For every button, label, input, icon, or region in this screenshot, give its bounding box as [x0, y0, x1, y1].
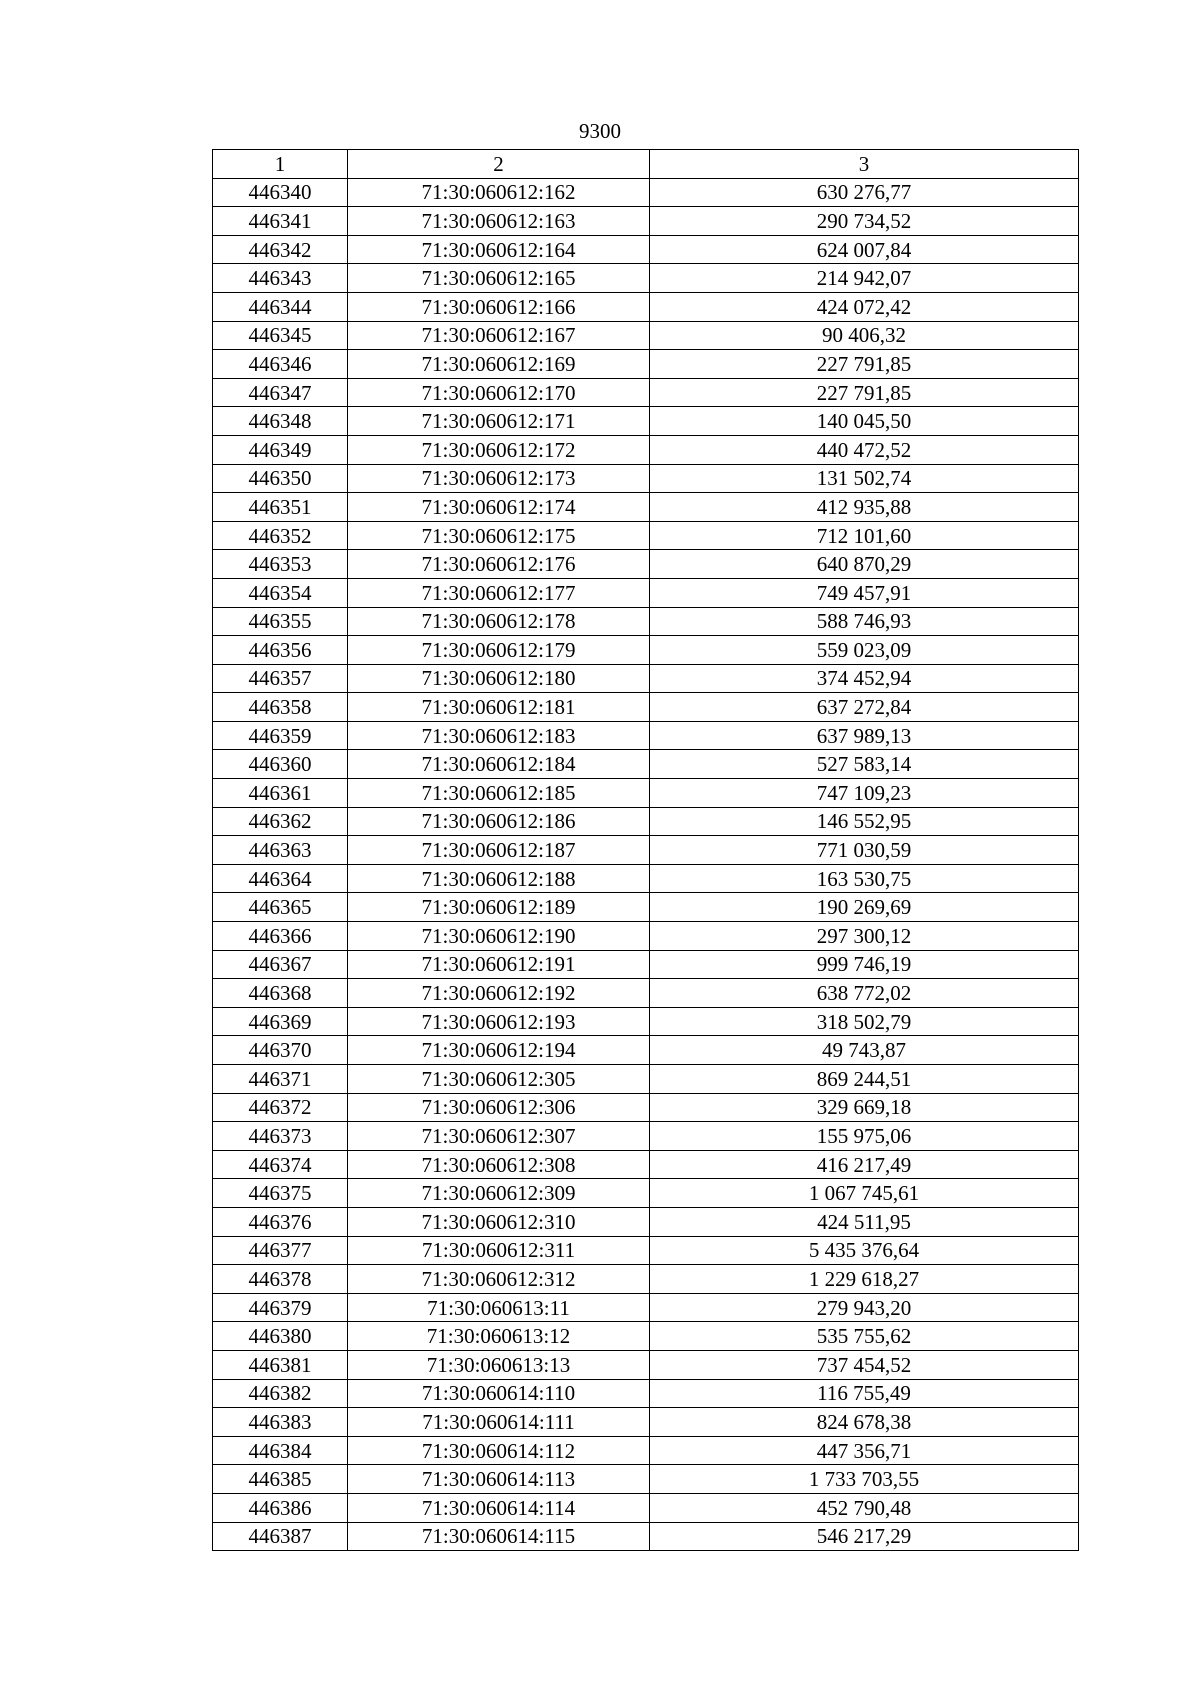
row-number-cell: 446367	[213, 950, 348, 979]
row-number-cell: 446369	[213, 1007, 348, 1036]
cadastral-number-cell: 71:30:060612:189	[348, 893, 650, 922]
row-number-cell: 446346	[213, 350, 348, 379]
cadastral-number-cell: 71:30:060612:173	[348, 464, 650, 493]
cadastral-number-cell: 71:30:060612:190	[348, 922, 650, 951]
cadastral-value-cell: 712 101,60	[650, 521, 1079, 550]
cadastral-number-cell: 71:30:060612:180	[348, 664, 650, 693]
cadastral-value-cell: 424 072,42	[650, 292, 1079, 321]
cadastral-value-cell: 559 023,09	[650, 636, 1079, 665]
table-row	[213, 493, 1079, 522]
row-number-cell: 446353	[213, 550, 348, 579]
cadastral-value-cell: 747 109,23	[650, 779, 1079, 808]
row-number-cell: 446340	[213, 178, 348, 207]
table-row	[213, 1179, 1079, 1208]
cadastral-value-cell: 737 454,52	[650, 1350, 1079, 1379]
row-number-cell: 446381	[213, 1350, 348, 1379]
cadastral-number-cell: 71:30:060612:175	[348, 521, 650, 550]
row-number-cell: 446341	[213, 207, 348, 236]
table-row	[213, 636, 1079, 665]
cadastral-number-cell: 71:30:060612:170	[348, 378, 650, 407]
table-row	[213, 1379, 1079, 1408]
table-row	[213, 607, 1079, 636]
cadastral-value-cell: 638 772,02	[650, 979, 1079, 1008]
row-number-cell: 446362	[213, 807, 348, 836]
header-row	[213, 150, 1079, 179]
table-row	[213, 1122, 1079, 1151]
cadastral-number-cell: 71:30:060612:181	[348, 693, 650, 722]
table-row	[213, 1007, 1079, 1036]
table-row	[213, 836, 1079, 865]
cadastral-number-cell: 71:30:060612:169	[348, 350, 650, 379]
cadastral-number-cell: 71:30:060614:114	[348, 1493, 650, 1522]
row-number-cell: 446371	[213, 1065, 348, 1094]
cadastral-value-cell: 49 743,87	[650, 1036, 1079, 1065]
row-number-cell: 446350	[213, 464, 348, 493]
page-number: 9300	[579, 119, 621, 143]
table-row	[213, 264, 1079, 293]
table-row	[213, 578, 1079, 607]
table-row	[213, 693, 1079, 722]
cadastral-number-cell: 71:30:060612:166	[348, 292, 650, 321]
cadastral-number-cell: 71:30:060612:193	[348, 1007, 650, 1036]
cadastral-number-cell: 71:30:060612:176	[348, 550, 650, 579]
cadastral-value-cell: 416 217,49	[650, 1150, 1079, 1179]
row-number-cell: 446355	[213, 607, 348, 636]
cadastral-number-cell: 71:30:060612:174	[348, 493, 650, 522]
cadastral-value-cell: 146 552,95	[650, 807, 1079, 836]
cadastral-number-cell: 71:30:060614:110	[348, 1379, 650, 1408]
column-header-1: 1	[213, 150, 348, 179]
row-number-cell: 446360	[213, 750, 348, 779]
row-number-cell: 446343	[213, 264, 348, 293]
row-number-cell: 446380	[213, 1322, 348, 1351]
table-row	[213, 1465, 1079, 1494]
table-row	[213, 779, 1079, 808]
table-header	[213, 150, 1079, 179]
row-number-cell: 446363	[213, 836, 348, 865]
cadastral-value-cell: 824 678,38	[650, 1408, 1079, 1437]
row-number-cell: 446372	[213, 1093, 348, 1122]
table-row	[213, 378, 1079, 407]
table-row	[213, 464, 1079, 493]
cadastral-value-cell: 1 229 618,27	[650, 1265, 1079, 1294]
cadastral-value-cell: 374 452,94	[650, 664, 1079, 693]
table-row	[213, 1065, 1079, 1094]
cadastral-value-cell: 90 406,32	[650, 321, 1079, 350]
cadastral-value-cell: 440 472,52	[650, 435, 1079, 464]
table-row	[213, 1522, 1079, 1551]
cadastral-value-cell: 329 669,18	[650, 1093, 1079, 1122]
cadastral-number-cell: 71:30:060612:179	[348, 636, 650, 665]
table-row	[213, 1322, 1079, 1351]
cadastral-number-cell: 71:30:060612:310	[348, 1207, 650, 1236]
cadastral-number-cell: 71:30:060612:306	[348, 1093, 650, 1122]
cadastral-number-cell: 71:30:060612:183	[348, 721, 650, 750]
table-row	[213, 292, 1079, 321]
row-number-cell: 446379	[213, 1293, 348, 1322]
cadastral-number-cell: 71:30:060612:188	[348, 864, 650, 893]
table-row	[213, 550, 1079, 579]
cadastral-number-cell: 71:30:060614:113	[348, 1465, 650, 1494]
table-row	[213, 893, 1079, 922]
row-number-cell: 446344	[213, 292, 348, 321]
table-row	[213, 435, 1079, 464]
row-number-cell: 446357	[213, 664, 348, 693]
table-row	[213, 1493, 1079, 1522]
table-row	[213, 807, 1079, 836]
cadastral-number-cell: 71:30:060612:165	[348, 264, 650, 293]
cadastral-value-cell: 588 746,93	[650, 607, 1079, 636]
cadastral-value-cell: 140 045,50	[650, 407, 1079, 436]
cadastral-number-cell: 71:30:060612:167	[348, 321, 650, 350]
column-header-2: 2	[348, 150, 650, 179]
cadastral-number-cell: 71:30:060612:177	[348, 578, 650, 607]
cadastral-number-cell: 71:30:060612:184	[348, 750, 650, 779]
table-row	[213, 1150, 1079, 1179]
row-number-cell: 446375	[213, 1179, 348, 1208]
table-row	[213, 1236, 1079, 1265]
cadastral-value-cell: 5 435 376,64	[650, 1236, 1079, 1265]
cadastral-number-cell: 71:30:060612:164	[348, 235, 650, 264]
cadastral-value-cell: 624 007,84	[650, 235, 1079, 264]
cadastral-number-cell: 71:30:060612:172	[348, 435, 650, 464]
cadastral-value-cell: 1 733 703,55	[650, 1465, 1079, 1494]
row-number-cell: 446373	[213, 1122, 348, 1151]
cadastral-value-cell: 637 989,13	[650, 721, 1079, 750]
row-number-cell: 446384	[213, 1436, 348, 1465]
row-number-cell: 446376	[213, 1207, 348, 1236]
table-row	[213, 521, 1079, 550]
cadastral-number-cell: 71:30:060614:115	[348, 1522, 650, 1551]
cadastral-value-cell: 412 935,88	[650, 493, 1079, 522]
row-number-cell: 446374	[213, 1150, 348, 1179]
row-number-cell: 446387	[213, 1522, 348, 1551]
cadastral-number-cell: 71:30:060612:308	[348, 1150, 650, 1179]
cadastral-number-cell: 71:30:060612:185	[348, 779, 650, 808]
table-row	[213, 235, 1079, 264]
table-row	[213, 950, 1079, 979]
table-row	[213, 664, 1079, 693]
cadastral-value-cell: 749 457,91	[650, 578, 1079, 607]
table-row	[213, 922, 1079, 951]
row-number-cell: 446383	[213, 1408, 348, 1437]
column-header-3: 3	[650, 150, 1079, 179]
table-row	[213, 207, 1079, 236]
cadastral-value-cell: 630 276,77	[650, 178, 1079, 207]
cadastral-value-cell: 155 975,06	[650, 1122, 1079, 1151]
table-row	[213, 407, 1079, 436]
cadastral-value-cell: 116 755,49	[650, 1379, 1079, 1408]
cadastral-number-cell: 71:30:060613:11	[348, 1293, 650, 1322]
row-number-cell: 446382	[213, 1379, 348, 1408]
row-number-cell: 446368	[213, 979, 348, 1008]
cadastral-value-cell: 163 530,75	[650, 864, 1079, 893]
table-row	[213, 1436, 1079, 1465]
row-number-cell: 446377	[213, 1236, 348, 1265]
cadastral-number-cell: 71:30:060612:171	[348, 407, 650, 436]
table-row	[213, 1265, 1079, 1294]
cadastral-number-cell: 71:30:060612:187	[348, 836, 650, 865]
table-row	[213, 321, 1079, 350]
cadastral-number-cell: 71:30:060612:163	[348, 207, 650, 236]
row-number-cell: 446386	[213, 1493, 348, 1522]
cadastral-value-cell: 297 300,12	[650, 922, 1079, 951]
cadastral-value-table	[212, 149, 1079, 1551]
cadastral-value-cell: 527 583,14	[650, 750, 1079, 779]
cadastral-number-cell: 71:30:060614:112	[348, 1436, 650, 1465]
cadastral-value-cell: 869 244,51	[650, 1065, 1079, 1094]
cadastral-value-cell: 640 870,29	[650, 550, 1079, 579]
row-number-cell: 446347	[213, 378, 348, 407]
cadastral-value-cell: 290 734,52	[650, 207, 1079, 236]
row-number-cell: 446348	[213, 407, 348, 436]
table-row	[213, 1350, 1079, 1379]
table-row	[213, 350, 1079, 379]
table-row	[213, 1036, 1079, 1065]
cadastral-value-cell: 227 791,85	[650, 378, 1079, 407]
table-row	[213, 864, 1079, 893]
table-row	[213, 750, 1079, 779]
cadastral-number-cell: 71:30:060612:192	[348, 979, 650, 1008]
row-number-cell: 446385	[213, 1465, 348, 1494]
row-number-cell: 446378	[213, 1265, 348, 1294]
table-row	[213, 1408, 1079, 1437]
cadastral-number-cell: 71:30:060612:312	[348, 1265, 650, 1294]
cadastral-value-cell: 637 272,84	[650, 693, 1079, 722]
row-number-cell: 446366	[213, 922, 348, 951]
table-row	[213, 178, 1079, 207]
cadastral-value-cell: 424 511,95	[650, 1207, 1079, 1236]
cadastral-value-cell: 452 790,48	[650, 1493, 1079, 1522]
cadastral-value-cell: 279 943,20	[650, 1293, 1079, 1322]
table-body	[213, 178, 1079, 1551]
cadastral-number-cell: 71:30:060612:309	[348, 1179, 650, 1208]
table-row	[213, 1093, 1079, 1122]
row-number-cell: 446365	[213, 893, 348, 922]
row-number-cell: 446359	[213, 721, 348, 750]
row-number-cell: 446342	[213, 235, 348, 264]
cadastral-number-cell: 71:30:060612:311	[348, 1236, 650, 1265]
cadastral-value-cell: 318 502,79	[650, 1007, 1079, 1036]
cadastral-number-cell: 71:30:060612:178	[348, 607, 650, 636]
cadastral-value-cell: 771 030,59	[650, 836, 1079, 865]
cadastral-number-cell: 71:30:060613:12	[348, 1322, 650, 1351]
cadastral-number-cell: 71:30:060612:191	[348, 950, 650, 979]
row-number-cell: 446364	[213, 864, 348, 893]
cadastral-number-cell: 71:30:060613:13	[348, 1350, 650, 1379]
cadastral-number-cell: 71:30:060612:194	[348, 1036, 650, 1065]
cadastral-number-cell: 71:30:060612:307	[348, 1122, 650, 1151]
row-number-cell: 446351	[213, 493, 348, 522]
row-number-cell: 446349	[213, 435, 348, 464]
cadastral-number-cell: 71:30:060612:162	[348, 178, 650, 207]
cadastral-value-cell: 214 942,07	[650, 264, 1079, 293]
table-row	[213, 979, 1079, 1008]
row-number-cell: 446345	[213, 321, 348, 350]
table-row	[213, 1293, 1079, 1322]
cadastral-number-cell: 71:30:060614:111	[348, 1408, 650, 1437]
table-row	[213, 721, 1079, 750]
cadastral-number-cell: 71:30:060612:186	[348, 807, 650, 836]
row-number-cell: 446354	[213, 578, 348, 607]
cadastral-number-cell: 71:30:060612:305	[348, 1065, 650, 1094]
cadastral-value-cell: 535 755,62	[650, 1322, 1079, 1351]
cadastral-value-cell: 131 502,74	[650, 464, 1079, 493]
cadastral-value-cell: 546 217,29	[650, 1522, 1079, 1551]
row-number-cell: 446356	[213, 636, 348, 665]
table-row	[213, 1207, 1079, 1236]
cadastral-value-cell: 1 067 745,61	[650, 1179, 1079, 1208]
row-number-cell: 446352	[213, 521, 348, 550]
cadastral-value-cell: 227 791,85	[650, 350, 1079, 379]
cadastral-value-cell: 447 356,71	[650, 1436, 1079, 1465]
cadastral-value-cell: 999 746,19	[650, 950, 1079, 979]
row-number-cell: 446361	[213, 779, 348, 808]
cadastral-value-cell: 190 269,69	[650, 893, 1079, 922]
row-number-cell: 446370	[213, 1036, 348, 1065]
row-number-cell: 446358	[213, 693, 348, 722]
